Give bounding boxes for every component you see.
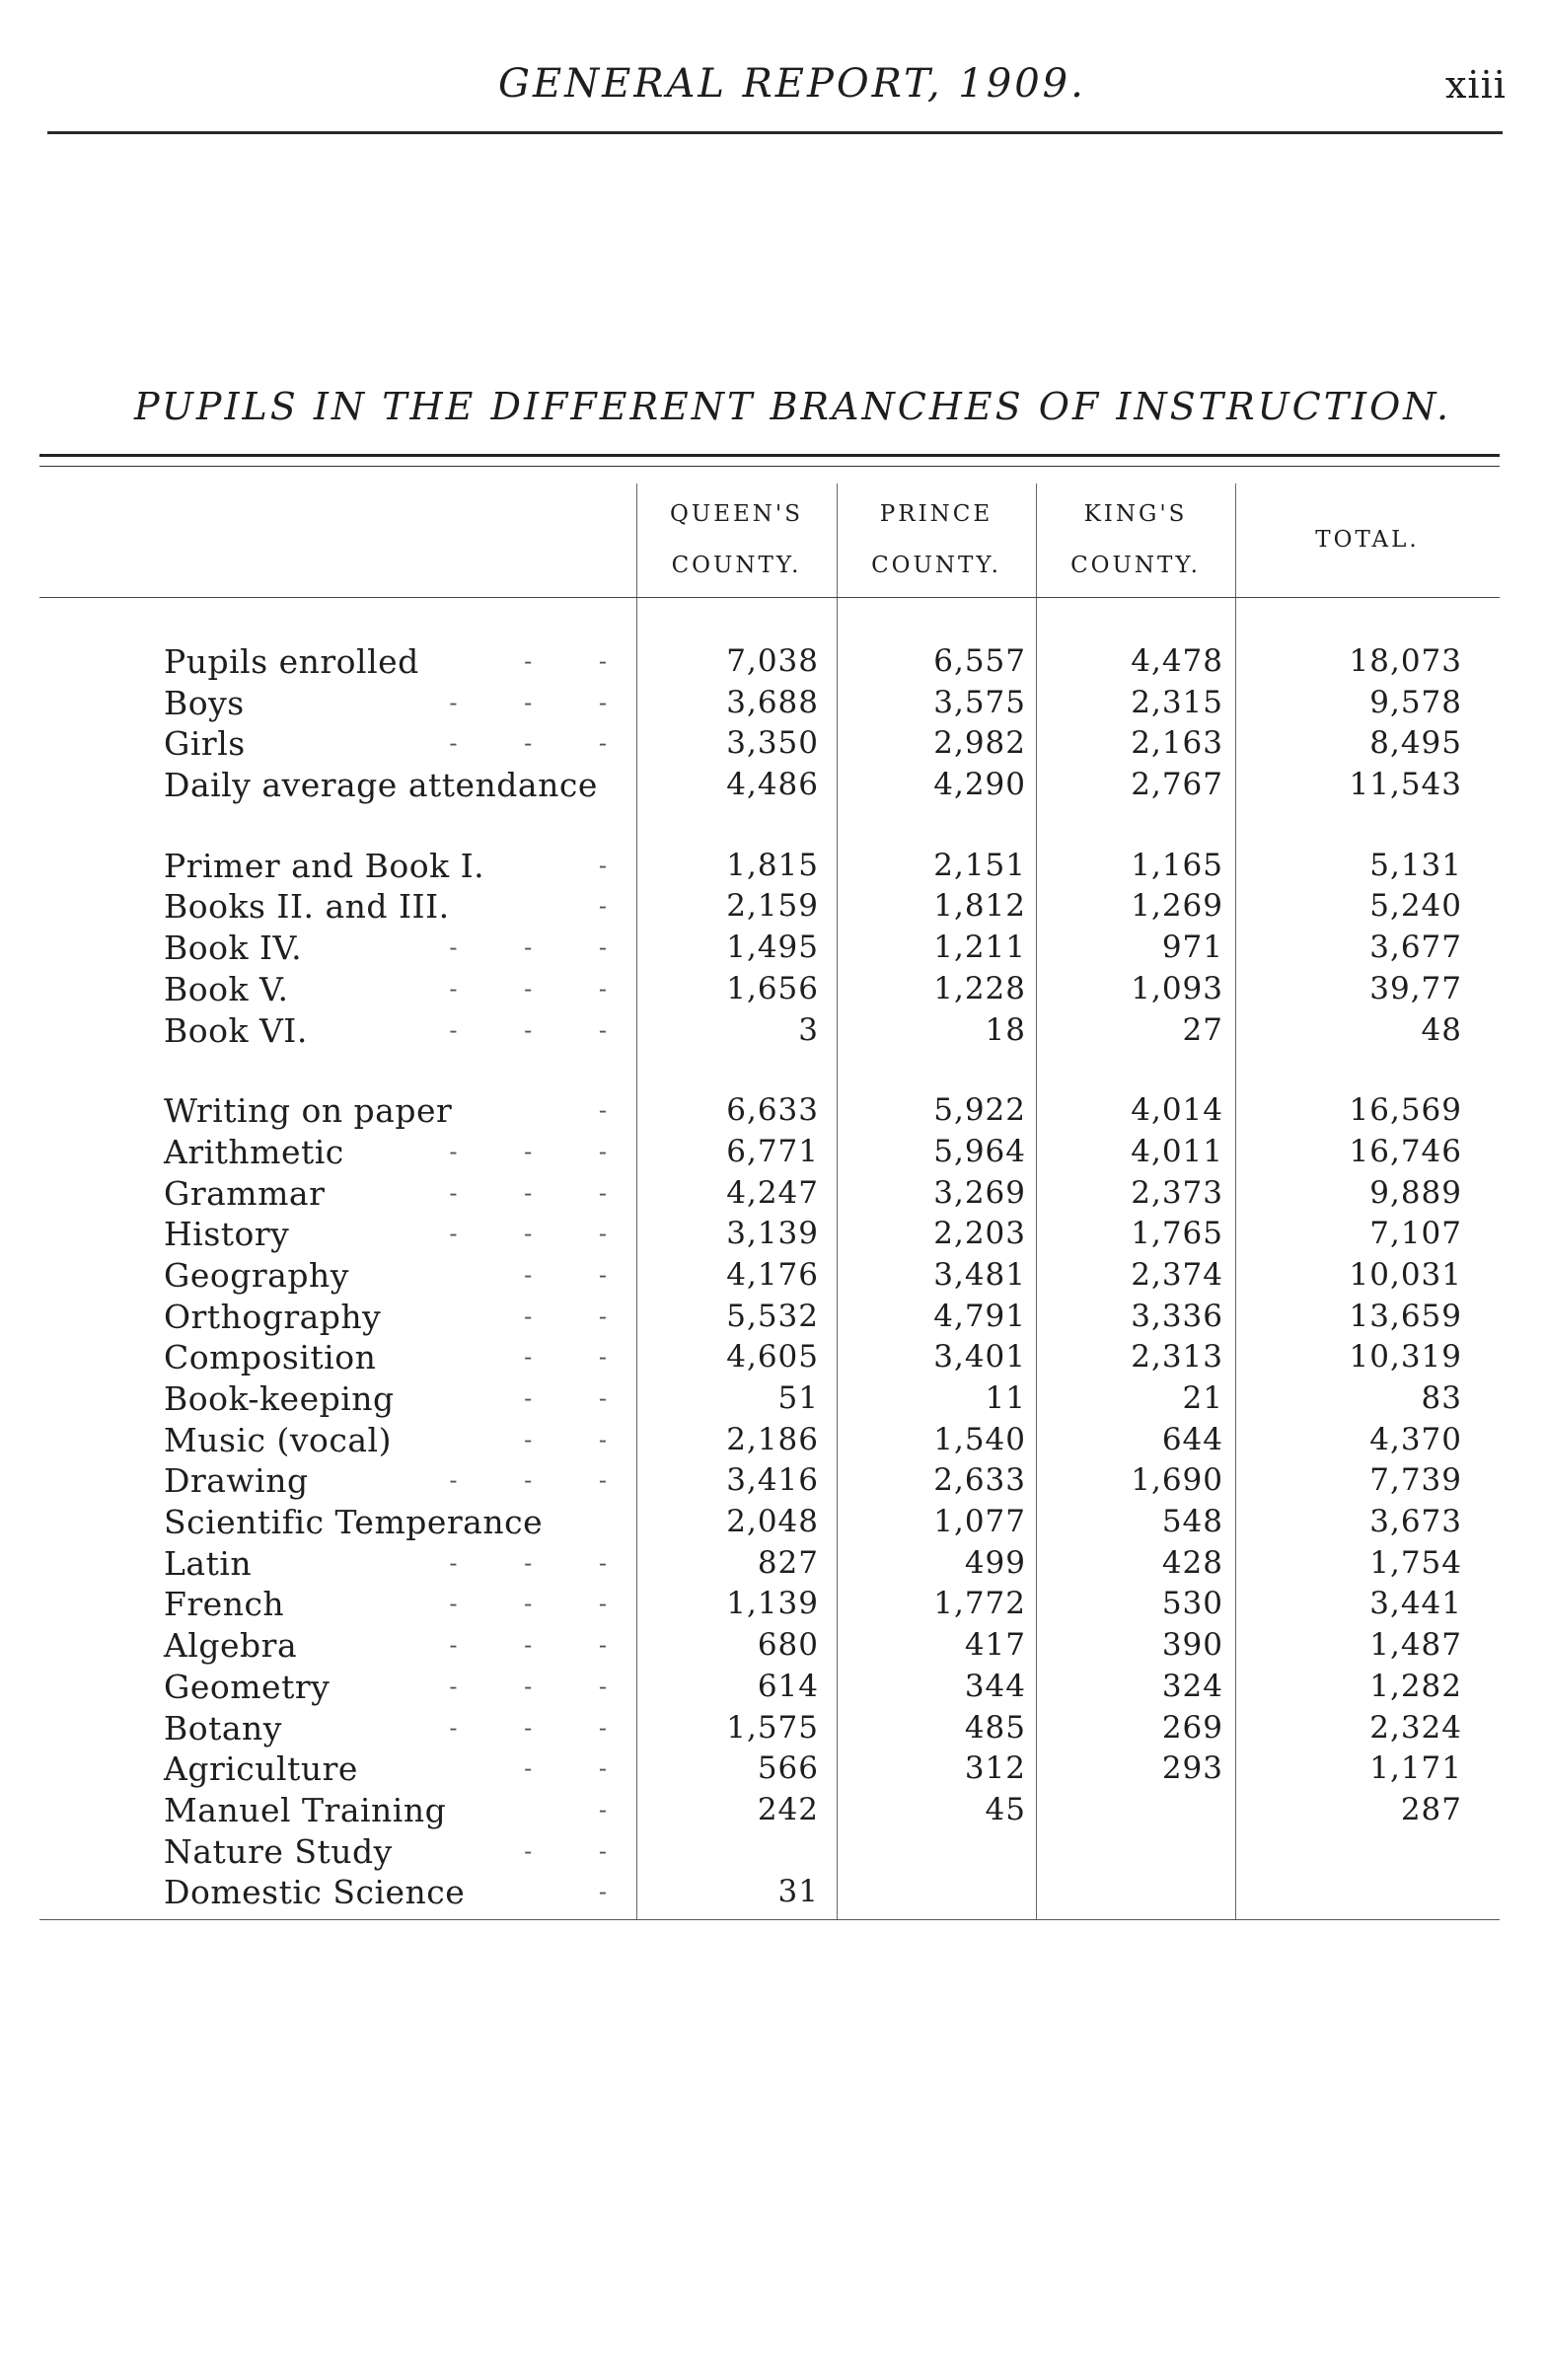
table-row xyxy=(39,1460,1500,1502)
column-header-line: QUEEN'S xyxy=(669,501,804,527)
queens-county-value: 242 xyxy=(757,1791,819,1827)
table-row xyxy=(39,1790,1500,1831)
kings-county-value: 2,163 xyxy=(1131,725,1223,762)
prince-county-value: 18 xyxy=(985,1011,1026,1048)
kings-county-value: 21 xyxy=(1182,1380,1223,1416)
row-leader-dashes: - - - xyxy=(449,974,636,1003)
table-row xyxy=(39,1502,1500,1543)
table-body xyxy=(39,641,1500,1913)
row-label: Geometry xyxy=(164,1667,331,1706)
kings-county-value: 3,336 xyxy=(1131,1298,1223,1334)
queens-county-value: 827 xyxy=(757,1544,819,1581)
kings-county-value: 2,373 xyxy=(1131,1174,1223,1211)
total-value: 13,659 xyxy=(1349,1298,1462,1334)
row-label: Agriculture xyxy=(164,1749,358,1789)
kings-county-value: 4,011 xyxy=(1131,1133,1223,1169)
row-leader-dashes: - - xyxy=(524,1836,636,1865)
kings-county-value: 4,014 xyxy=(1131,1092,1223,1129)
row-leader-dashes: - - xyxy=(524,1754,636,1783)
total-value: 16,746 xyxy=(1349,1133,1462,1169)
total-value: 287 xyxy=(1400,1791,1462,1827)
table-row xyxy=(39,886,1500,928)
total-value: 11,543 xyxy=(1349,767,1462,803)
kings-county-value: 4,478 xyxy=(1131,643,1223,679)
queens-county-value: 566 xyxy=(757,1750,819,1787)
row-leader-dashes: - - - xyxy=(449,729,636,758)
kings-county-value: 428 xyxy=(1161,1544,1223,1581)
column-header-line: COUNTY. xyxy=(871,553,1001,578)
table-row xyxy=(39,1667,1500,1708)
queens-county-value: 2,159 xyxy=(726,888,819,925)
row-label: Domestic Science xyxy=(164,1873,466,1912)
table-row xyxy=(39,683,1500,724)
table-row xyxy=(39,1831,1500,1873)
row-leader-dashes: - - xyxy=(524,1425,636,1453)
page-number: xiii xyxy=(1445,63,1507,107)
prince-county-value: 3,269 xyxy=(933,1174,1026,1211)
total-value: 3,673 xyxy=(1369,1504,1462,1540)
row-label: Arithmetic xyxy=(164,1132,344,1171)
row-label: Latin xyxy=(164,1543,253,1583)
prince-county-value: 312 xyxy=(964,1750,1026,1787)
prince-county-value: 1,228 xyxy=(933,970,1026,1006)
queens-county-value: 3,350 xyxy=(726,725,819,762)
total-value: 5,240 xyxy=(1369,888,1462,925)
queens-county-value: 5,532 xyxy=(726,1298,819,1334)
row-label: Books II. and III. xyxy=(164,887,450,927)
row-label: Girls xyxy=(164,724,246,764)
row-label: Daily average attendance xyxy=(164,766,598,805)
table-row xyxy=(39,1255,1500,1297)
row-label: Nature Study xyxy=(164,1831,393,1871)
total-value: 18,073 xyxy=(1349,643,1462,679)
queens-county-value: 7,038 xyxy=(726,643,819,679)
prince-county-value: 3,401 xyxy=(933,1339,1026,1376)
prince-county-value: 1,540 xyxy=(933,1421,1026,1457)
row-label: Grammar xyxy=(164,1173,326,1213)
table-row xyxy=(39,1708,1500,1749)
kings-county-value: 269 xyxy=(1161,1709,1223,1746)
row-label: Algebra xyxy=(164,1626,298,1666)
table-top-rule-thin xyxy=(39,466,1500,467)
total-value: 3,677 xyxy=(1369,930,1462,966)
total-value: 8,495 xyxy=(1369,725,1462,762)
queens-county-value: 4,247 xyxy=(726,1174,819,1211)
prince-county-value: 2,982 xyxy=(933,725,1026,762)
prince-county-value: 4,290 xyxy=(933,767,1026,803)
prince-county-value: 1,077 xyxy=(933,1504,1026,1540)
row-label: Music (vocal) xyxy=(164,1420,392,1459)
row-leader-dashes: - - - xyxy=(449,1672,636,1700)
row-leader-dashes: - - - xyxy=(449,933,636,962)
queens-county-value: 4,176 xyxy=(726,1256,819,1293)
row-label: Drawing xyxy=(164,1461,309,1501)
table-title: PUPILS IN THE DIFFERENT BRANCHES OF INSTRUCTION. xyxy=(134,385,1452,428)
row-label: Botany xyxy=(164,1708,282,1748)
total-value: 39,77 xyxy=(1369,970,1462,1006)
row-leader-dashes: - - xyxy=(524,1302,636,1330)
column-header-prince-county xyxy=(837,488,1036,591)
table-row xyxy=(39,1872,1500,1913)
row-leader-dashes: - xyxy=(598,1096,636,1125)
prince-county-value: 6,557 xyxy=(933,643,1026,679)
row-label: Manuel Training xyxy=(164,1790,447,1829)
kings-county-value: 2,767 xyxy=(1131,767,1223,803)
prince-county-value: 4,791 xyxy=(933,1298,1026,1334)
prince-county-value: 485 xyxy=(964,1709,1026,1746)
kings-county-value: 2,374 xyxy=(1131,1256,1223,1293)
row-label: Book VI. xyxy=(164,1010,308,1050)
row-label: Pupils enrolled xyxy=(164,642,419,681)
header-bottom-rule xyxy=(39,597,1500,598)
column-header-queens-county xyxy=(636,488,837,591)
queens-county-value: 4,605 xyxy=(726,1339,819,1376)
queens-county-value: 51 xyxy=(777,1380,819,1416)
prince-county-value: 5,964 xyxy=(933,1133,1026,1169)
kings-county-value: 1,690 xyxy=(1131,1462,1223,1499)
kings-county-value: 324 xyxy=(1161,1668,1223,1704)
total-value: 10,031 xyxy=(1349,1256,1462,1293)
row-label: Primer and Book I. xyxy=(164,846,485,885)
table-bottom-rule xyxy=(39,1919,1500,1920)
column-header-total xyxy=(1235,514,1500,565)
total-value: 10,319 xyxy=(1349,1339,1462,1376)
table-row xyxy=(39,1337,1500,1378)
prince-county-value: 45 xyxy=(985,1791,1026,1827)
queens-county-value: 1,815 xyxy=(726,847,819,883)
table-row xyxy=(39,846,1500,887)
column-header-line: COUNTY. xyxy=(671,553,802,578)
row-leader-dashes: - - xyxy=(524,1384,636,1412)
column-header-line: TOTAL. xyxy=(1315,527,1420,553)
row-leader-dashes: - - - xyxy=(449,688,636,716)
prince-county-value: 499 xyxy=(964,1544,1026,1581)
row-label: Book IV. xyxy=(164,929,303,968)
table-row xyxy=(39,1420,1500,1461)
row-label: Orthography xyxy=(164,1297,382,1336)
table-row xyxy=(39,723,1500,765)
kings-county-value: 1,093 xyxy=(1131,970,1223,1006)
row-label: Composition xyxy=(164,1338,377,1377)
row-leader-dashes: - xyxy=(598,851,636,879)
queens-county-value: 2,048 xyxy=(726,1504,819,1540)
row-label: French xyxy=(164,1585,285,1624)
kings-county-value: 530 xyxy=(1161,1586,1223,1622)
queens-county-value: 1,575 xyxy=(726,1709,819,1746)
row-leader-dashes: - - - xyxy=(449,1015,636,1044)
row-label: Book V. xyxy=(164,969,289,1008)
total-value: 48 xyxy=(1421,1011,1462,1048)
total-value: 7,739 xyxy=(1369,1462,1462,1499)
prince-county-value: 11 xyxy=(985,1380,1026,1416)
kings-county-value: 2,315 xyxy=(1131,684,1223,720)
row-leader-dashes: - - - xyxy=(449,1178,636,1207)
table-row xyxy=(39,1010,1500,1052)
kings-county-value: 2,313 xyxy=(1131,1339,1223,1376)
table-row xyxy=(39,1378,1500,1420)
column-header-line: COUNTY. xyxy=(1070,553,1201,578)
table-row xyxy=(39,1584,1500,1625)
queens-county-value: 614 xyxy=(757,1668,819,1704)
table-row xyxy=(39,641,1500,683)
kings-county-value: 971 xyxy=(1161,930,1223,966)
total-value: 9,578 xyxy=(1369,684,1462,720)
prince-county-value: 1,812 xyxy=(933,888,1026,925)
row-leader-dashes: - xyxy=(598,1795,636,1823)
total-value: 2,324 xyxy=(1369,1709,1462,1746)
prince-county-value: 2,633 xyxy=(933,1462,1026,1499)
kings-county-value: 293 xyxy=(1161,1750,1223,1787)
kings-county-value: 548 xyxy=(1161,1504,1223,1540)
row-leader-dashes: - - xyxy=(524,1260,636,1289)
row-label: Writing on paper xyxy=(164,1091,453,1131)
kings-county-value: 1,165 xyxy=(1131,847,1223,883)
prince-county-value: 3,481 xyxy=(933,1256,1026,1293)
table-row xyxy=(39,969,1500,1010)
row-leader-dashes: - - - xyxy=(449,1590,636,1618)
running-head xyxy=(0,61,1545,120)
total-value: 16,569 xyxy=(1349,1092,1462,1129)
prince-county-value: 417 xyxy=(964,1627,1026,1664)
kings-county-value: 390 xyxy=(1161,1627,1223,1664)
total-value: 9,889 xyxy=(1369,1174,1462,1211)
queens-county-value: 1,495 xyxy=(726,930,819,966)
row-leader-dashes: - - - xyxy=(449,1631,636,1660)
column-header-kings-county xyxy=(1036,488,1235,591)
row-label: Boys xyxy=(164,683,245,722)
kings-county-value: 27 xyxy=(1182,1011,1223,1048)
queens-county-value: 1,139 xyxy=(726,1586,819,1622)
prince-county-value: 3,575 xyxy=(933,684,1026,720)
total-value: 4,370 xyxy=(1369,1421,1462,1457)
queens-county-value: 1,656 xyxy=(726,970,819,1006)
queens-county-value: 3,416 xyxy=(726,1462,819,1499)
table-row xyxy=(39,1543,1500,1585)
queens-county-value: 4,486 xyxy=(726,767,819,803)
row-leader-dashes: - - xyxy=(524,647,636,675)
header-rule xyxy=(47,131,1503,134)
running-title: GENERAL REPORT, 1909. xyxy=(498,61,1086,107)
queens-county-value: 2,186 xyxy=(726,1421,819,1457)
queens-county-value: 6,633 xyxy=(726,1092,819,1129)
queens-county-value: 3,139 xyxy=(726,1216,819,1252)
total-value: 1,487 xyxy=(1369,1627,1462,1664)
queens-county-value: 31 xyxy=(777,1874,819,1910)
row-leader-dashes: - - - xyxy=(449,1713,636,1742)
prince-county-value: 1,772 xyxy=(933,1586,1026,1622)
table-row xyxy=(39,1090,1500,1132)
total-value: 83 xyxy=(1421,1380,1462,1416)
row-label: Book-keeping xyxy=(164,1379,395,1418)
queens-county-value: 3 xyxy=(798,1011,819,1048)
prince-county-value: 1,211 xyxy=(933,930,1026,966)
prince-county-value: 2,151 xyxy=(933,847,1026,883)
row-label: Scientific Temperance xyxy=(164,1503,544,1542)
statistics-table xyxy=(39,449,1500,1929)
kings-county-value: 644 xyxy=(1161,1421,1223,1457)
table-row xyxy=(39,1625,1500,1667)
prince-county-value: 5,922 xyxy=(933,1092,1026,1129)
total-value: 1,171 xyxy=(1369,1750,1462,1787)
row-label: Geography xyxy=(164,1255,349,1295)
total-value: 3,441 xyxy=(1369,1586,1462,1622)
table-row xyxy=(39,765,1500,806)
total-value: 1,754 xyxy=(1369,1544,1462,1581)
table-row xyxy=(39,1748,1500,1790)
column-header-line: PRINCE xyxy=(879,501,993,527)
queens-county-value: 3,688 xyxy=(726,684,819,720)
row-leader-dashes: - - - xyxy=(449,1548,636,1577)
table-row xyxy=(39,1214,1500,1255)
row-label: History xyxy=(164,1215,290,1254)
column-header-line: KING'S xyxy=(1083,501,1188,527)
table-row xyxy=(39,1297,1500,1338)
row-leader-dashes: - - - xyxy=(449,1220,636,1248)
table-row xyxy=(39,1132,1500,1173)
total-value: 7,107 xyxy=(1369,1216,1462,1252)
prince-county-value: 2,203 xyxy=(933,1216,1026,1252)
queens-county-value: 680 xyxy=(757,1627,819,1664)
table-top-rule xyxy=(39,454,1500,457)
kings-county-value: 1,765 xyxy=(1131,1216,1223,1252)
total-value: 1,282 xyxy=(1369,1668,1462,1704)
row-leader-dashes: - xyxy=(598,1878,636,1906)
queens-county-value: 6,771 xyxy=(726,1133,819,1169)
total-value: 5,131 xyxy=(1369,847,1462,883)
row-leader-dashes: - xyxy=(598,892,636,921)
table-row xyxy=(39,928,1500,969)
row-leader-dashes: - - - xyxy=(449,1137,636,1165)
table-row xyxy=(39,1173,1500,1215)
row-leader-dashes: - - - xyxy=(449,1466,636,1495)
kings-county-value: 1,269 xyxy=(1131,888,1223,925)
row-leader-dashes: - - xyxy=(524,1343,636,1372)
prince-county-value: 344 xyxy=(964,1668,1026,1704)
